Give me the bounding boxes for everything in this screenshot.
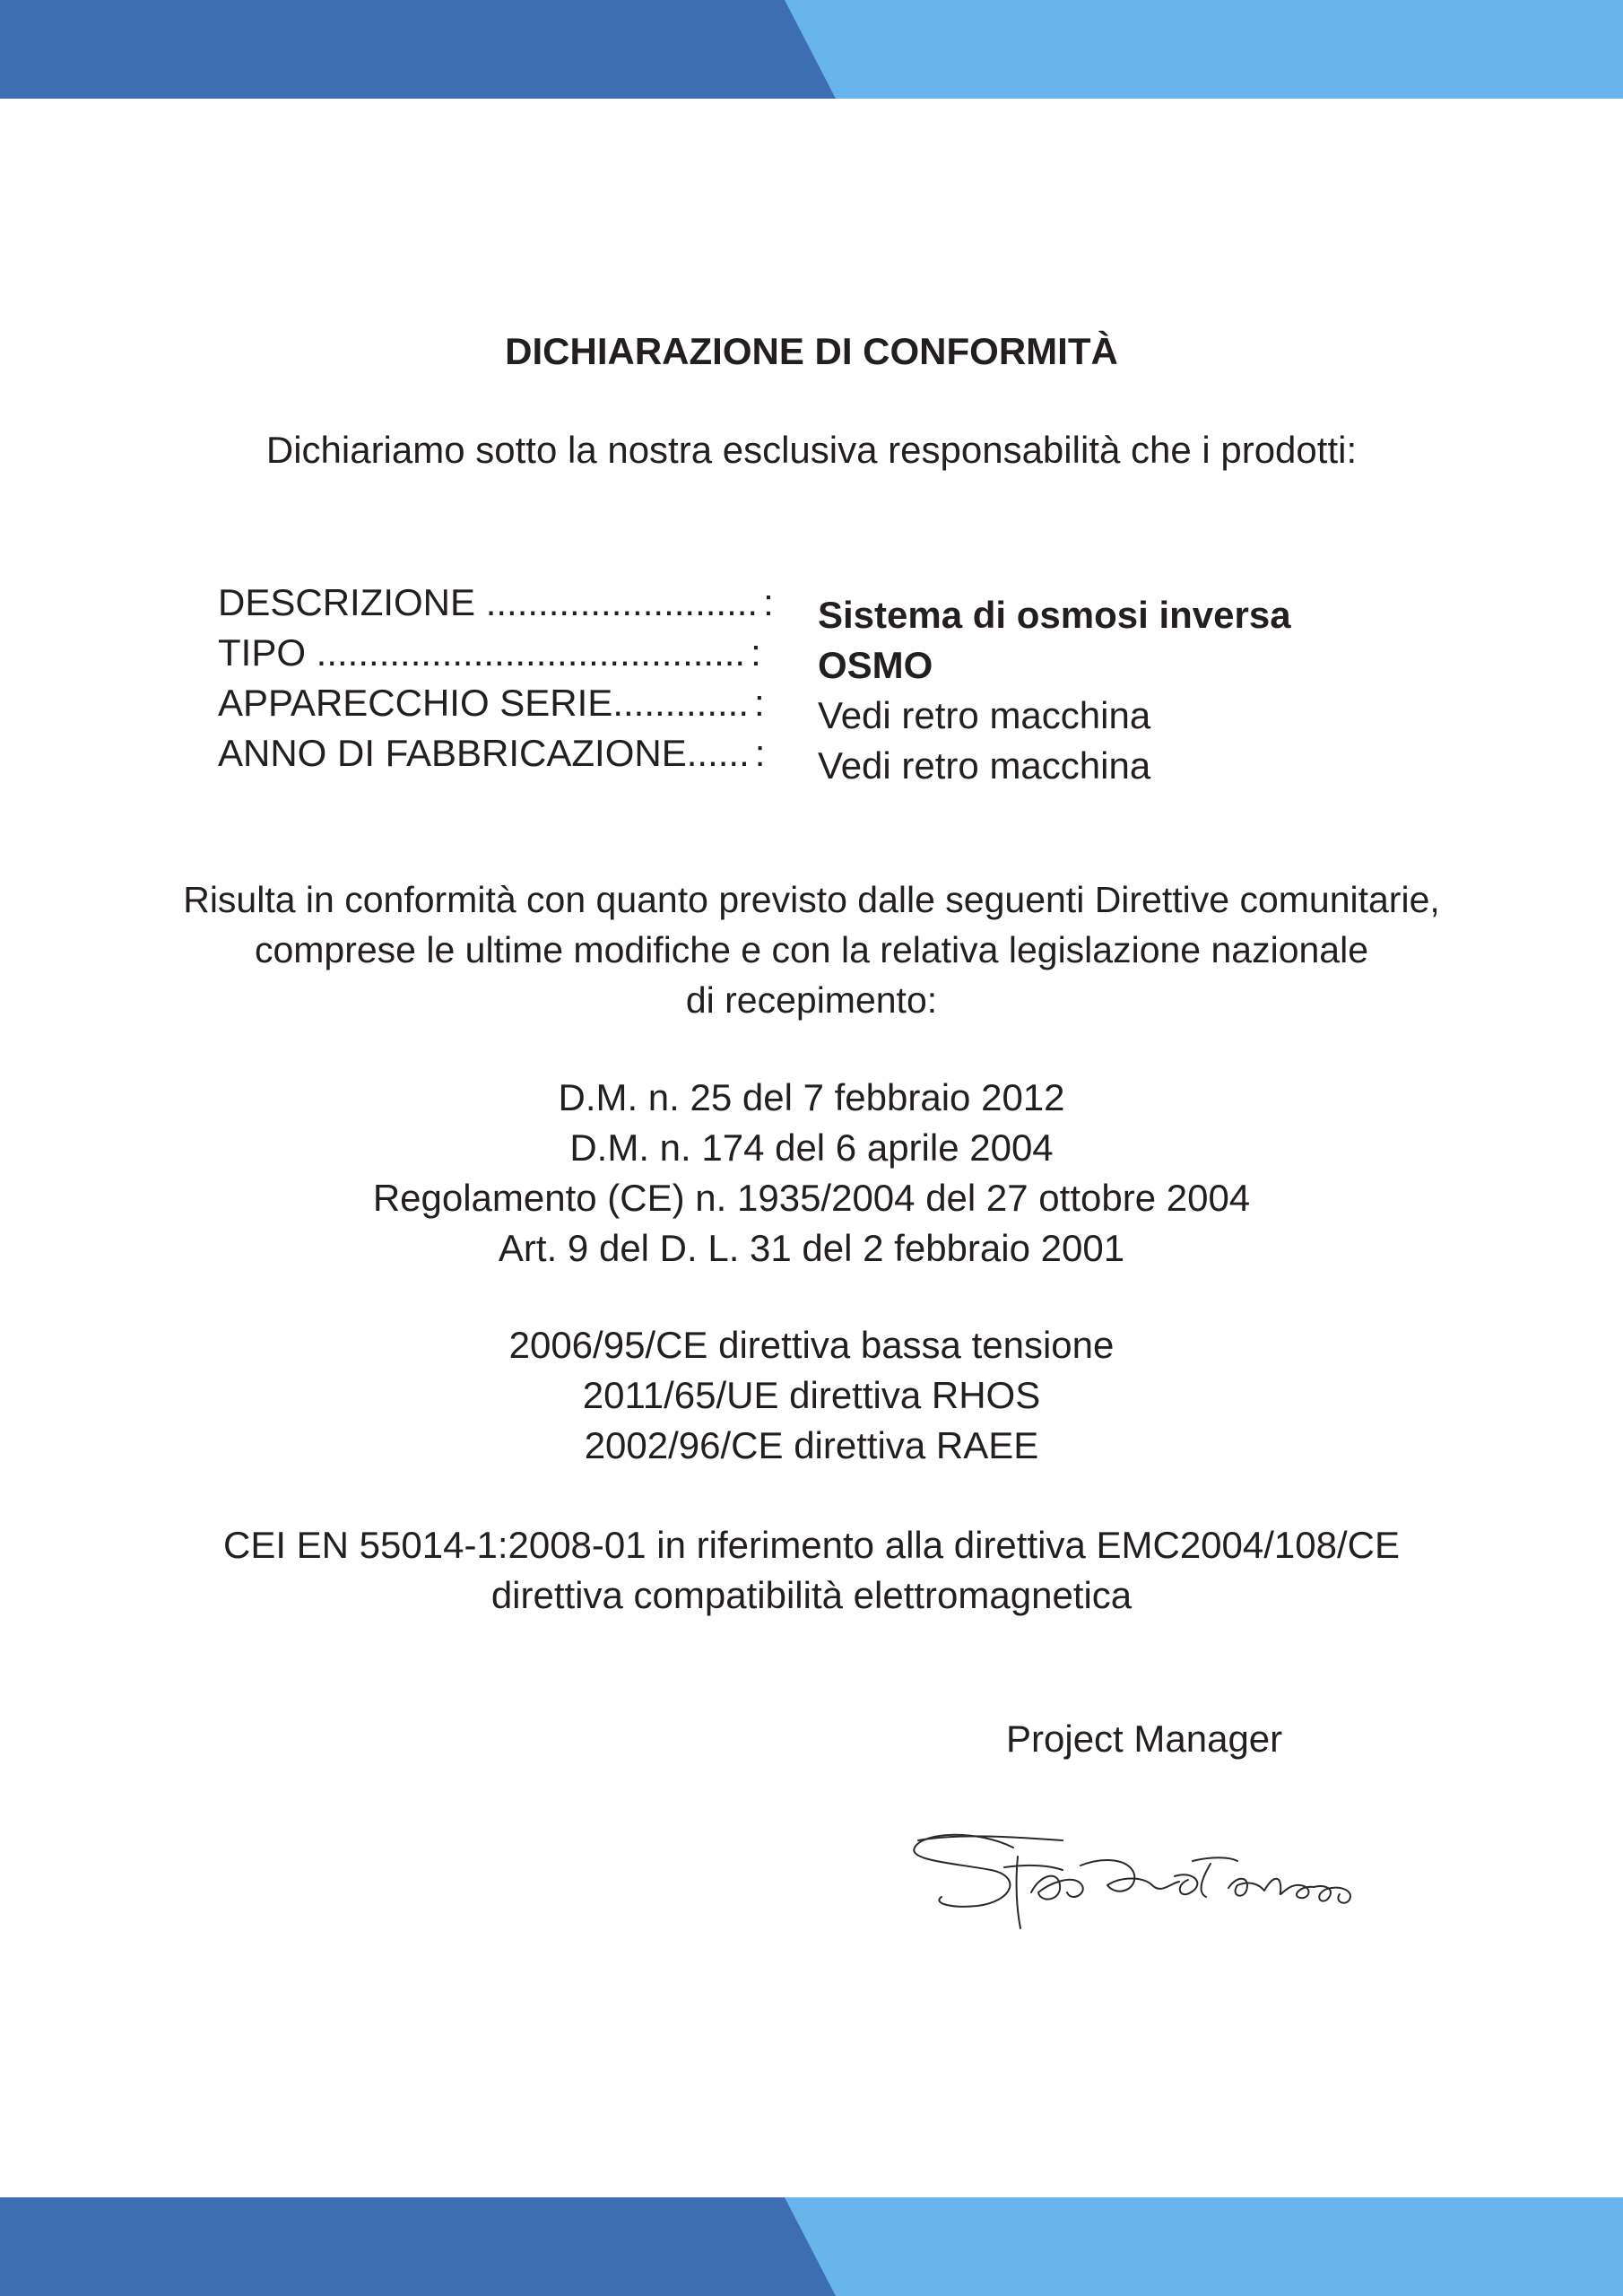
conformity-line: Risulta in conformità con quanto previsto dalle seguenti Direttive comunitarie, bbox=[183, 879, 1440, 920]
emc-standard bbox=[0, 1520, 1623, 1621]
spec-label: DESCRIZIONE .......................... : bbox=[218, 581, 774, 623]
directive-item: 2011/65/UE direttiva RHOS bbox=[582, 1374, 1041, 1416]
regulation-item: D.M. n. 25 del 7 febbraio 2012 bbox=[558, 1076, 1065, 1118]
spec-row-anno-fabbricazione bbox=[218, 728, 1291, 787]
document-title: DICHIARAZIONE DI CONFORMITÀ bbox=[505, 330, 1118, 372]
regulation-item: D.M. n. 174 del 6 aprile 2004 bbox=[569, 1126, 1054, 1169]
regulation-item: Art. 9 del D. L. 31 del 2 febbraio 2001 bbox=[498, 1227, 1125, 1269]
signatory-role: Project Manager bbox=[1006, 1718, 1283, 1760]
spec-row-tipo bbox=[218, 628, 1291, 686]
conformity-line: comprese le ultime modifiche e con la relativa legislazione nazionale bbox=[254, 929, 1369, 970]
spec-label: APPARECCHIO SERIE............. : bbox=[218, 682, 765, 724]
product-spec-table bbox=[218, 578, 1291, 787]
spec-label: ANNO DI FABBRICAZIONE...... : bbox=[218, 732, 766, 774]
emc-line: direttiva compatibilità elettromagnetica bbox=[490, 1574, 1133, 1616]
footer-band-shape bbox=[0, 2197, 1623, 2296]
spec-row-apparecchio-serie bbox=[218, 678, 1291, 736]
spec-value: Vedi retro macchina bbox=[818, 744, 1151, 787]
emc-line: CEI EN 55014-1:2008-01 in riferimento alla direttiva EMC2004/108/CE bbox=[222, 1524, 1401, 1566]
directives-list bbox=[0, 1320, 1623, 1471]
intro-statement: Dichiariamo sotto la nostra esclusiva responsabilità che i prodotti: bbox=[265, 429, 1358, 471]
spec-value: Vedi retro macchina bbox=[818, 694, 1151, 736]
handwritten-signature bbox=[906, 1821, 1381, 1942]
spec-value: Sistema di osmosi inversa bbox=[818, 594, 1291, 636]
regulations-list bbox=[0, 1073, 1623, 1274]
regulation-item: Regolamento (CE) n. 1935/2004 del 27 ottobre 2004 bbox=[372, 1177, 1251, 1219]
header-band bbox=[0, 0, 1623, 99]
spec-label: TIPO ......................................... : bbox=[218, 631, 761, 674]
spec-row-descrizione bbox=[218, 578, 1291, 636]
spec-value: OSMO bbox=[818, 644, 933, 686]
header-band-shape bbox=[0, 0, 1623, 99]
conformity-paragraph bbox=[0, 874, 1623, 1025]
directive-item: 2006/95/CE direttiva bassa tensione bbox=[508, 1324, 1115, 1366]
conformity-line: di recepimento: bbox=[685, 979, 938, 1021]
footer-band bbox=[0, 2197, 1623, 2296]
directive-item: 2002/96/CE direttiva RAEE bbox=[584, 1424, 1039, 1466]
